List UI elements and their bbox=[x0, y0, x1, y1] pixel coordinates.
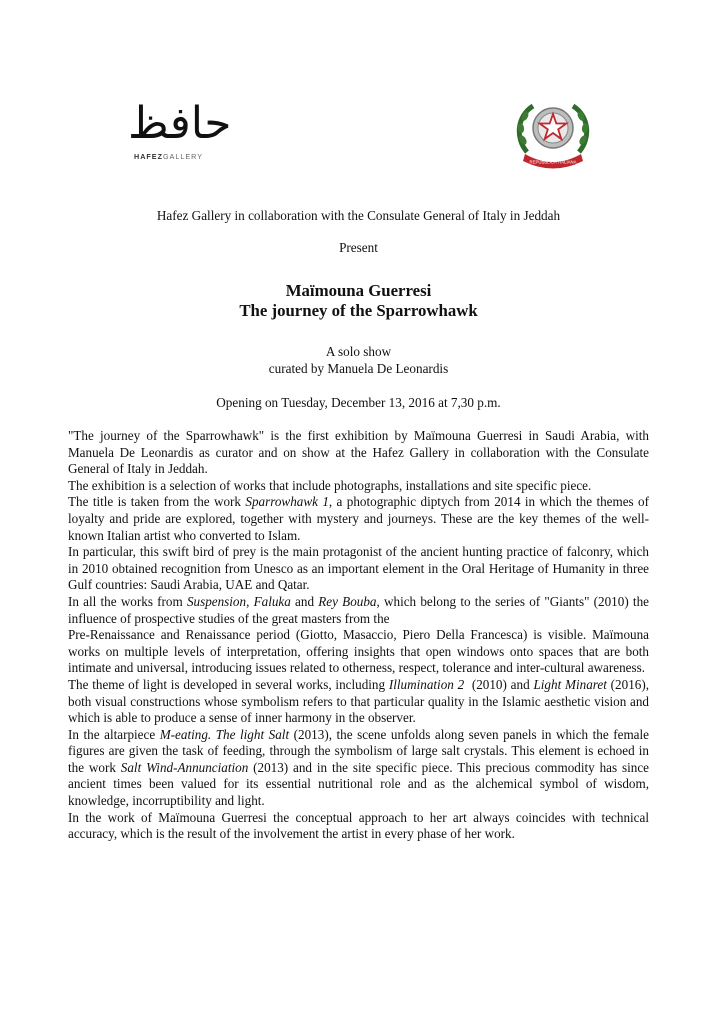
artwork-title: M-eating. The light Salt bbox=[159, 726, 290, 742]
text-run: (2016), both visual constructions whose symbolism refers to that particular quality in the Islamic aesthetic vision and which is able to produce a sense of inner harmony in the observer. bbox=[68, 676, 649, 726]
body-paragraph: Pre-Renaissance and Renaissance period (Giotto, Masaccio, Piero Della Francesca) is visible. Maïmouna works on multiple levels of interpretation, offering insights that open windows onto spaces that are both intimate and universal, introducing issues related to otherness, respect, tolerance and inter-cultural awareness. bbox=[68, 627, 649, 676]
intro-line: Hafez Gallery in collaboration with the Consulate General of Italy in Jeddah bbox=[156, 208, 561, 223]
opening-line: Opening on Tuesday, December 13, 2016 at 7,30 p.m. bbox=[216, 395, 501, 410]
press-release-body bbox=[68, 428, 649, 843]
artist-name: Maïmouna Guerresi bbox=[285, 281, 432, 300]
text-run: (2010) and bbox=[464, 676, 534, 692]
exhibition-name: The journey of the Sparrowhawk bbox=[239, 301, 478, 320]
hafez-arabic-text: حافظ bbox=[128, 98, 232, 149]
text-run: (2013), the scene unfolds along seven panels in which the female figures are given the task of feeding, through the symbolism of large salt crystals. This element is echoed in the work bbox=[68, 726, 650, 775]
emblem-ribbon-text: REPUBBLICA ITALIANA bbox=[529, 159, 577, 165]
exhibition-subtitle bbox=[68, 343, 649, 377]
text-run: In the altarpiece bbox=[68, 726, 160, 742]
solo-show-line: A solo show bbox=[325, 344, 392, 359]
text-run: , a photographic diptych from 2014 in which the themes of loyalty and pride are explored, together with mystery and journeys. These are the key themes of the well-known Italian artist who converted to Islam. bbox=[68, 494, 649, 543]
hafez-caption bbox=[134, 152, 203, 161]
body-paragraph bbox=[68, 677, 649, 727]
text-run: , which belong to the series of "Giants" (2010) the influence of prospective studies of the great masters from the bbox=[68, 593, 649, 626]
body-paragraph: In the work of Maïmouna Guerresi the conceptual approach to her art always coincides with technical accuracy, which is the result of the involvement the artist in every phase of her work. bbox=[68, 809, 649, 842]
text-run: , bbox=[246, 593, 254, 609]
curator-line: curated by Manuela De Leonardis bbox=[268, 361, 449, 376]
italian-republic-emblem bbox=[511, 94, 595, 174]
body-paragraph: In particular, this swift bird of prey is the main protagonist of the ancient hunting practice of falconry, which in 2010 obtained recognition from Unesco as an important element in the Oral Heritage of Humanity in three Gulf countries: Saudi Arabia, UAE and Qatar. bbox=[68, 544, 649, 593]
text-run: The title is taken from the work bbox=[68, 494, 246, 510]
artwork-title: Sparrowhawk 1 bbox=[245, 494, 329, 510]
artwork-title: Suspension bbox=[186, 593, 247, 609]
artwork-title: Salt Wind-Annunciation bbox=[120, 759, 249, 775]
artwork-title: Illumination 2 bbox=[388, 676, 465, 692]
artwork-title: Faluka bbox=[253, 593, 291, 609]
emblem-icon bbox=[511, 94, 595, 174]
text-run: (2013) and in the site specific piece. This precious commodity has since ancient times been valued for its essential nutritional role and as the alchemical symbol of wisdom, knowledge, incorruptibility and light. bbox=[68, 759, 649, 809]
hafez-caption-bold: HAFEZ bbox=[134, 152, 163, 161]
text-run: and bbox=[290, 593, 319, 609]
text-run: In all the works from bbox=[68, 593, 187, 609]
artwork-title: Rey Bouba bbox=[318, 593, 377, 609]
hafez-gallery-logo bbox=[128, 88, 232, 166]
body-paragraph: "The journey of the Sparrowhawk" is the first exhibition by Maïmouna Guerresi in Saudi Arabia, with Manuela De Leonardis as curator and on show at the Hafez Gallery in collaboration with the Consulate General of Italy in Jeddah. bbox=[68, 428, 649, 477]
body-paragraph bbox=[68, 727, 649, 810]
body-paragraph: The exhibition is a selection of works that include photographs, installations and site specific piece. bbox=[68, 477, 592, 493]
body-paragraph bbox=[68, 594, 649, 627]
artwork-title: Light Minaret bbox=[533, 676, 607, 692]
hafez-caption-light: GALLERY bbox=[162, 152, 203, 161]
present-line: Present bbox=[339, 240, 378, 255]
hafez-calligraphy-icon bbox=[128, 88, 232, 152]
body-paragraph bbox=[68, 494, 649, 544]
exhibition-title bbox=[68, 281, 649, 321]
text-run: The theme of light is developed in several works, including bbox=[68, 676, 389, 692]
